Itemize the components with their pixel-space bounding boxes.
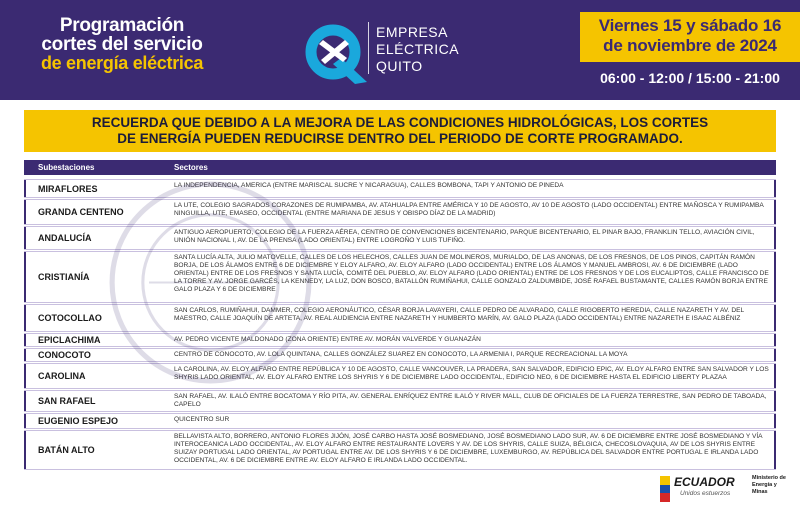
ecuador-slogan: Unidos estuerzos xyxy=(680,490,731,497)
sectors-text: SANTA LUCÍA ALTA, JULIO MATOVELLE, CALLES DE LOS HELECHOS, CALLES JUAN DE MOLINEROS, MURIALDO, DE LAS ANONAS, DE LOS FRESNOS, DE LOS PINOS, CAPITÁN RAMÓN BORJA, DE LOS ÁLAMOS ENTRE 6 DE DICIEMBRE Y ELOY ALFARO, AV. ELOY ALFARO (LADO OCCIDENTAL) ENTRE LOS ÁLAMOS Y MANUEL AMBROSI, AV. 6 DE DICIEMBRE (LADO ORIENTAL) ENTRE DE LOS FRESNOS Y SANTA LUCÍA, COMITÉ DEL PUEBLO, AV. ELOY ALFARO (LADO ORIENTAL) ENTRE DE LOS FRESNOS Y DE LOS EUCALIPTOS, CALLE FRANCISCO DE LA TORRE Y AV. JORGE GARCÉS, LA KENNEDY, LA LUZ, DON BOSCO, BATALLÓN RUMIÑAHUI, CALLE GONZALO ZALDUMBIDE, JOSÉ RAFAEL BUSTAMANTE, CALLES RAMÓN BORJA ENTRE GALO PLAZA Y 6 DE DICIEMBRE xyxy=(170,252,776,302)
header-subestaciones: Subestaciones xyxy=(38,163,95,172)
company-line-2: ELÉCTRICA xyxy=(376,41,460,57)
sectors-text: LA CAROLINA, AV. ELOY ALFARO ENTRE REPÚBLICA Y 10 DE AGOSTO, CALLE VANCOUVER, LA PRADERA, SAN SALVADOR, EDIFICIO EPIC, AV. ELOY ALFARO ENTRE SAN SALVADOR Y LOS SHYRIS LADO ORIENTAL, AV. ELOY ALFARO ENTRE LOS SHYRIS Y 6 DE DICIEMBRE LADO OCCIDENTAL, EDIFICIO NEO, 6 DE DICIEMBRE HASTA EL EDIFICIO LIBERTY PLAZAA xyxy=(170,364,776,388)
substation-name: EUGENIO ESPEJO xyxy=(24,414,170,428)
eeq-logo-icon xyxy=(303,18,373,88)
table-row xyxy=(24,413,776,429)
date-line-2: de noviembre de 2024 xyxy=(603,36,777,55)
substation-name: MIRAFLORES xyxy=(24,180,170,197)
schedule-table xyxy=(24,160,776,471)
footer-logos xyxy=(660,472,790,504)
substation-name: BATÁN ALTO xyxy=(24,431,170,469)
sectors-text: SAN CARLOS, RUMIÑAHUI, DAMMER, COLEGIO AERONÁUTICO, CÉSAR BORJA LAVAYERI, CALLE PEDRO DE ALVARADO, CALLE RIGOBERTO HEREDIA, CALLE NAZARETH Y AV. DEL MAESTRO, CALLE JOAQUÍN DE ARTETA, AV. REAL AUDIENCIA ENTRE NAZARETH Y HUMBERTO MARÍN, AV. GALO PLAZA (LADO OCCIDENTAL) ENTRE NAZARETH E ISAAC ALBÉNIZ xyxy=(170,305,776,331)
sectors-text: LA UTE, COLEGIO SAGRADOS CORAZONES DE RUMIPAMBA, AV. ATAHUALPA ENTRE AMÉRICA Y 10 DE AGOSTO, AV 10 DE AGOSTO (LADO OCCIDENTAL) ENTRE MAÑOSCA Y RUMIPAMBA NINGUILLA, UTE, EMASEO, OCCIDENTAL (ENTRE MARIANA DE JESUS Y OBISPO DÍAZ DE LA MADRID) xyxy=(170,200,776,224)
title-line-2: cortes del servicio xyxy=(41,34,203,55)
sectors-text: AV. PEDRO VICENTE MALDONADO (ZONA ORIENTE) ENTRE AV. MORÁN VALVERDE Y GUANAZÁN xyxy=(170,334,776,346)
substation-name: CONOCOTO xyxy=(24,349,170,361)
table-row xyxy=(24,179,776,198)
ministry-line-2: Energía y Minas xyxy=(752,482,777,495)
sectors-text: BELLAVISTA ALTO, BORRERO, ANTONIO FLORES JIJÓN, JOSÉ CARBO HASTA JOSÉ BOSMEDIANO, JOSÉ BOSMEDIANO LADO SUR, AV. 6 DE DICIEMBRE ENTRE JOSÉ BOSMEDIANO Y VÍA INTEROCEANICA LADO OCCIDENTAL, AV. ELOY ALFARO ENTRE RESTAURANTE LOVERS Y AV. DE LOS SHYRIS, CALLE SUIZA, BÉLGICA, CHECOSLOVAQUIA, AV DE LOS SHYRIS ENTRE SUIZAY PORTUGAL LADO ORIENTAL, AV PORTUGAL ENTRE AV. DE LOS SHYRIS Y 6 DE DICIEMBRE, LUXEMBURGO, AV. REPÚBLICA DEL SALVADOR ENTRE PORTUGAL E IRLANDA LADO OCCIDENTAL, AV. 6 DE DICIEMBRE ENTRE AV. ELOY ALFARO E IRLANDA LADO OCCIDENTAL. xyxy=(170,431,776,469)
substation-name: CAROLINA xyxy=(24,364,170,388)
substation-name: EPICLACHIMA xyxy=(24,334,170,346)
date-line-1: Viernes 15 y sábado 16 xyxy=(598,16,782,35)
header-bar xyxy=(0,0,800,100)
header-sectores: Sectores xyxy=(174,163,208,172)
table-row xyxy=(24,363,776,389)
sectors-text: CENTRO DE CONOCOTO, AV. LOLA QUINTANA, CALLES GONZÁLEZ SUAREZ EN CONOCOTO, LA ARMENIA I, PARQUE RECREACIONAL LA MOYA xyxy=(170,349,776,361)
substation-name: COTOCOLLAO xyxy=(24,305,170,331)
notice-banner xyxy=(24,110,776,152)
substation-name: ANDALUCÍA xyxy=(24,227,170,249)
ecuador-wordmark: ECUADOR xyxy=(674,475,735,489)
sectors-text: ANTIGUO AEROPUERTO, COLEGIO DE LA FUERZA AÉREA, CENTRO DE CONVENCIONES BICENTENARIO, PARQUE BICENTENARIO, EL PINAR BAJO, FRANKLIN TELLO, AVIACIÓN CIVIL, UNIÓN NACIONAL I, AV. DE LA PRENSA (LADO ORIENTAL) ENTRE LOGROÑO Y LUIS TUFIÑO. xyxy=(170,227,776,249)
banner-line-1: RECUERDA QUE DEBIDO A LA MEJORA DE LAS CONDICIONES HIDROLÓGICAS, LOS CORTES xyxy=(91,115,709,130)
table-row xyxy=(24,333,776,347)
company-line-1: EMPRESA xyxy=(376,24,448,40)
substation-name: GRANDA CENTENO xyxy=(24,200,170,224)
logo-divider xyxy=(368,22,369,74)
table-row xyxy=(24,390,776,412)
table-row xyxy=(24,304,776,332)
table-row xyxy=(24,430,776,470)
ministry-name xyxy=(752,475,790,496)
table-row xyxy=(24,226,776,250)
title-line-1: Programación xyxy=(59,15,185,36)
table-row xyxy=(24,348,776,362)
table-row xyxy=(24,199,776,225)
ministry-line-1: Ministerio de xyxy=(752,475,786,481)
substation-name: SAN RAFAEL xyxy=(24,391,170,411)
sectors-text: SAN RAFAEL, AV. ILALÓ ENTRE BOCATOMA Y RÍO PITA, AV. GENERAL ENRÍQUEZ ENTRE ILALÓ Y RIVER MALL, CLUB DE OFICIALES DE LA FUERZA TERRESTRE, SAN PEDRO DE TABOADA, CAPELO xyxy=(170,391,776,411)
ecuador-flag-icon xyxy=(660,476,670,502)
title-line-3: de energía eléctrica xyxy=(40,53,204,73)
banner-line-2: DE ENERGÍA PUEDEN REDUCIRSE DENTRO DEL PERIODO DE CORTE PROGRAMADO. xyxy=(117,131,683,146)
hours-text: 06:00 - 12:00 / 15:00 - 21:00 xyxy=(600,70,780,86)
table-row xyxy=(24,251,776,303)
company-name xyxy=(376,24,459,75)
substation-name: CRISTIANÍA xyxy=(24,252,170,302)
date-box xyxy=(580,12,800,62)
company-line-3: QUITO xyxy=(376,58,423,74)
table-header xyxy=(24,160,776,175)
sectors-text: QUICENTRO SUR xyxy=(170,414,776,428)
page-title xyxy=(22,16,222,73)
sectors-text: LA INDEPENDENCIA, AMERICA (ENTRE MARISCAL SUCRE Y NICARAGUA), CALLES BOMBONA, TAPI Y ANTONIO DE PINEDA xyxy=(170,180,776,197)
